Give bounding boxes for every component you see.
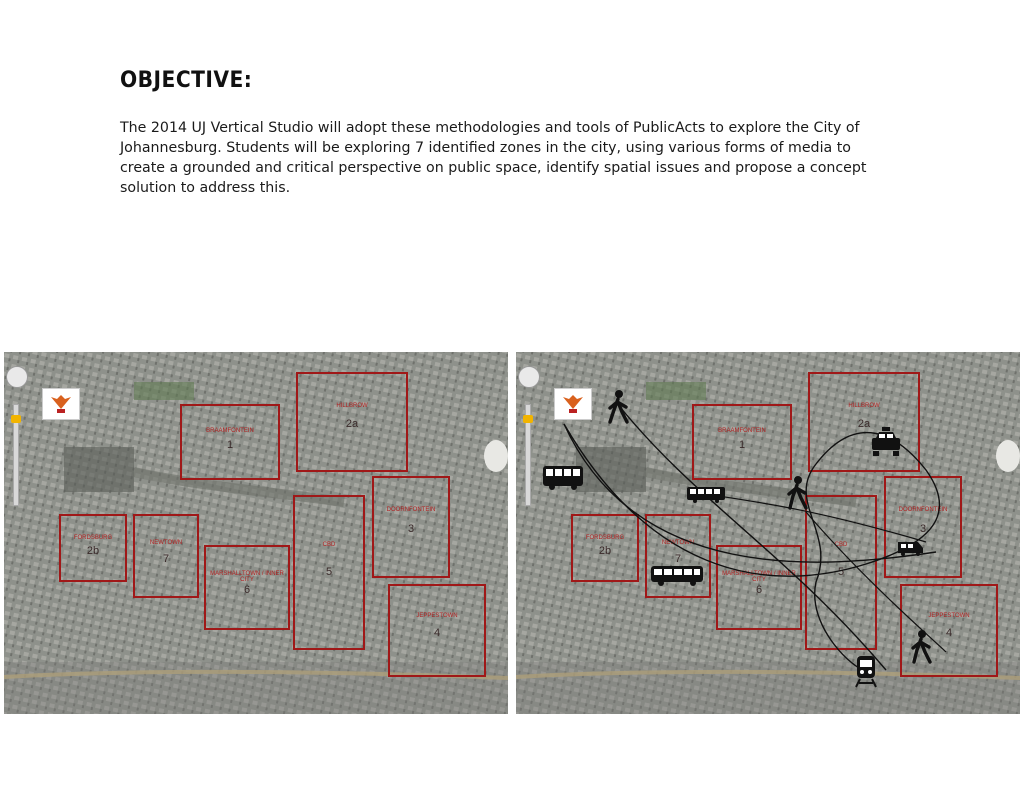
map-pan-control[interactable] [6, 366, 28, 388]
zone-number: 2b [86, 545, 100, 558]
zones-transport-map [516, 352, 1020, 714]
zone-name: JEPPESTOWN [416, 612, 458, 619]
zone-number: 6 [755, 584, 763, 597]
uj-logo [42, 388, 80, 420]
bus-icon [650, 564, 704, 588]
map-zoom-slider[interactable] [13, 404, 19, 506]
zone-number: 1 [226, 439, 234, 452]
zone-1 [180, 404, 280, 480]
zone-2a [296, 372, 408, 472]
zone-6 [204, 545, 290, 630]
train-icon [854, 654, 878, 688]
zone-number: 5 [837, 566, 845, 579]
zone-name: BRAAMFONTEIN [718, 427, 766, 434]
zone-number: 4 [945, 626, 953, 639]
zone-number: 7 [162, 552, 170, 565]
zone-name: DOORNFONTEIN [386, 507, 436, 514]
minibus-icon [896, 538, 924, 556]
zone-name: HILLBROW [336, 402, 368, 409]
zone-number: 2a [857, 418, 871, 431]
zone-name: CBD [322, 542, 336, 549]
zone-number: 6 [243, 584, 251, 597]
zone-number: 5 [325, 566, 333, 579]
zone-number: 7 [674, 552, 682, 565]
transport-routes [516, 352, 1020, 714]
zone-name: CBD [834, 542, 848, 549]
walking-person-icon [910, 630, 934, 664]
zone-3 [372, 476, 450, 578]
objective-paragraph: The 2014 UJ Vertical Studio will adopt these methodologies and tools of PublicActs to explore the City of Johannesburg. Students will be exploring 7 identified zones in the city, using various forms of media to create a grounded and critical perspective on public space, identify spatial issues and propose a concept solution to address this. [120, 120, 867, 196]
zone-name: JEPPESTOWN [928, 612, 970, 619]
zone-name: DOORNFONTEIN [898, 507, 948, 514]
zone-name: FORDSBURG [73, 535, 113, 542]
zone-name: NEWTOWN [149, 540, 183, 546]
taxi-icon [870, 426, 902, 460]
zone-number: 3 [407, 523, 415, 536]
walking-person-icon [786, 476, 810, 510]
bus-icon [686, 486, 726, 504]
zone-name: HILLBROW [848, 402, 880, 409]
zone-number: 1 [738, 439, 746, 452]
zone-name: MARSHALLTOWN / INNER CITY [210, 571, 284, 584]
walking-person-icon [606, 390, 632, 424]
zone-number: 2a [345, 418, 359, 431]
zone-5 [293, 495, 365, 650]
zoom-handle[interactable] [11, 415, 21, 423]
zone-7 [133, 514, 199, 598]
zone-2b [59, 514, 127, 582]
zone-number: 2b [598, 545, 612, 558]
zone-number: 4 [433, 626, 441, 639]
zone-4 [388, 584, 486, 677]
zone-name: BRAAMFONTEIN [206, 427, 254, 434]
zone-name: FORDSBURG [585, 535, 625, 542]
zone-number: 3 [919, 523, 927, 536]
bus-icon [542, 464, 584, 492]
objective-heading: OBJECTIVE: [120, 68, 253, 93]
zones-map [4, 352, 508, 714]
zone-name: NEWTOWN [661, 540, 695, 546]
zone-name: MARSHALLTOWN / INNER CITY [722, 571, 796, 584]
